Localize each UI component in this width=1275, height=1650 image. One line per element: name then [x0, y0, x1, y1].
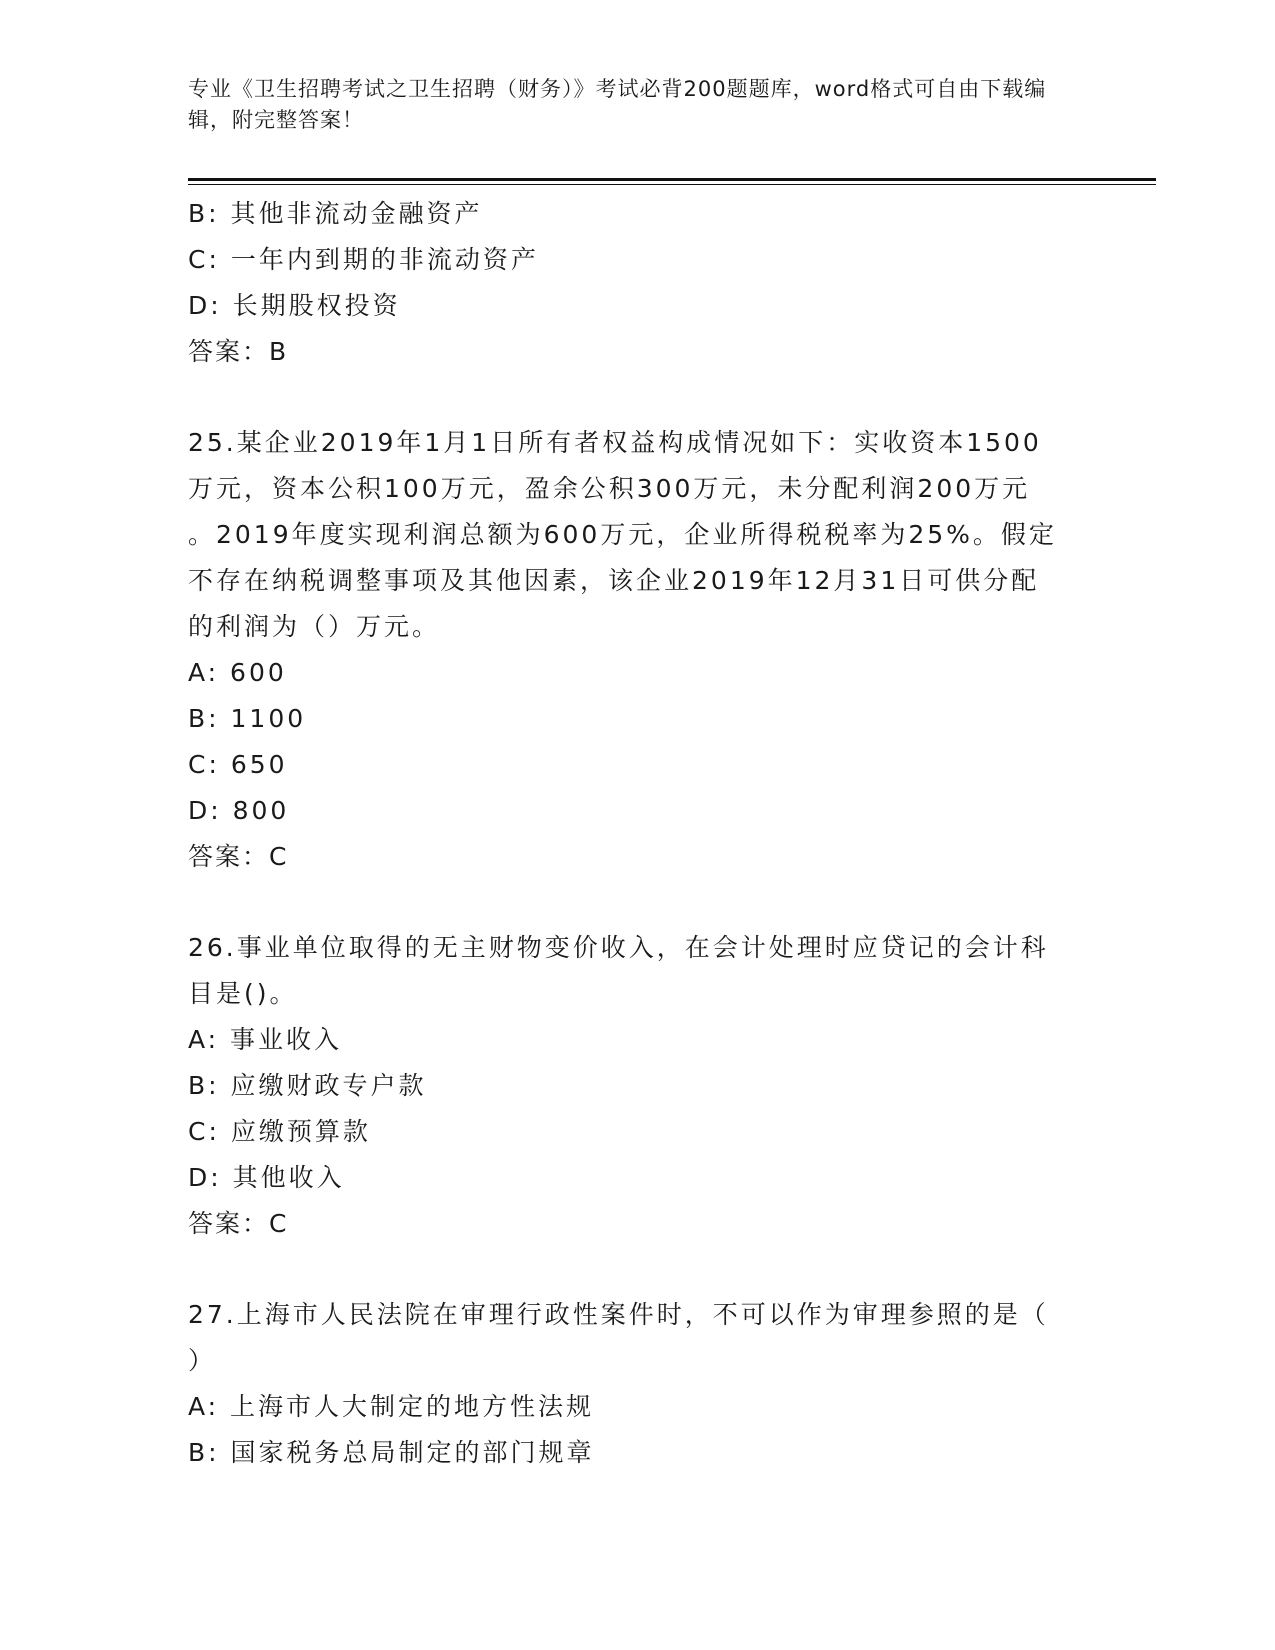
header-text: 专业《卫生招聘考试之卫生招聘（财务）》考试必背200题题库，word格式可自由下载编辑，附完整答案！ — [188, 77, 1047, 132]
option-d: D: 长期股权投资 — [188, 291, 401, 320]
option-d: D: 其他收入 — [188, 1163, 345, 1192]
spacer — [188, 375, 1088, 420]
option-a: A: 600 — [188, 658, 287, 687]
option-b: B: 1100 — [188, 704, 307, 733]
spacer — [188, 880, 1088, 925]
option-d: D: 800 — [188, 796, 290, 825]
header-rule-thick — [188, 178, 1156, 181]
document-header — [188, 74, 1068, 136]
question-stem-line: 27.上海市人民法院在审理行政性案件时，不可以作为审理参照的是（ — [188, 1300, 1049, 1329]
document-body — [188, 191, 1088, 1476]
question-stem-line: 。2019年度实现利润总额为600万元，企业所得税税率为25%。假定 — [188, 520, 1057, 549]
option-b: B: 国家税务总局制定的部门规章 — [188, 1438, 595, 1467]
spacer — [188, 1247, 1088, 1292]
answer-line: 答案：C — [188, 1209, 289, 1238]
option-c: C: 应缴预算款 — [188, 1117, 371, 1146]
question-26 — [188, 925, 1088, 1247]
answer-line: 答案：B — [188, 337, 289, 366]
question-stem-line: 目是()。 — [188, 979, 298, 1008]
option-a: A: 上海市人大制定的地方性法规 — [188, 1392, 595, 1421]
option-b: B: 应缴财政专户款 — [188, 1071, 427, 1100]
option-c: C: 一年内到期的非流动资产 — [188, 245, 539, 274]
answer-line: 答案：C — [188, 842, 289, 871]
question-27 — [188, 1292, 1088, 1476]
option-b: B: 其他非流动金融资产 — [188, 199, 483, 228]
question-25 — [188, 420, 1088, 880]
header-rule-thin — [188, 184, 1156, 185]
question-24-continuation — [188, 191, 1088, 375]
option-a: A: 事业收入 — [188, 1025, 343, 1054]
question-stem-line: ） — [188, 1346, 217, 1375]
question-stem-line: 26.事业单位取得的无主财物变价收入，在会计处理时应贷记的会计科 — [188, 933, 1049, 962]
question-stem-line: 不存在纳税调整事项及其他因素，该企业2019年12月31日可供分配 — [188, 566, 1040, 595]
question-stem-line: 25.某企业2019年1月1日所有者权益构成情况如下：实收资本1500 — [188, 428, 1042, 457]
question-stem-line: 的利润为（）万元。 — [188, 612, 441, 641]
question-stem-line: 万元，资本公积100万元，盈余公积300万元，未分配利润200万元 — [188, 474, 1031, 503]
option-c: C: 650 — [188, 750, 288, 779]
